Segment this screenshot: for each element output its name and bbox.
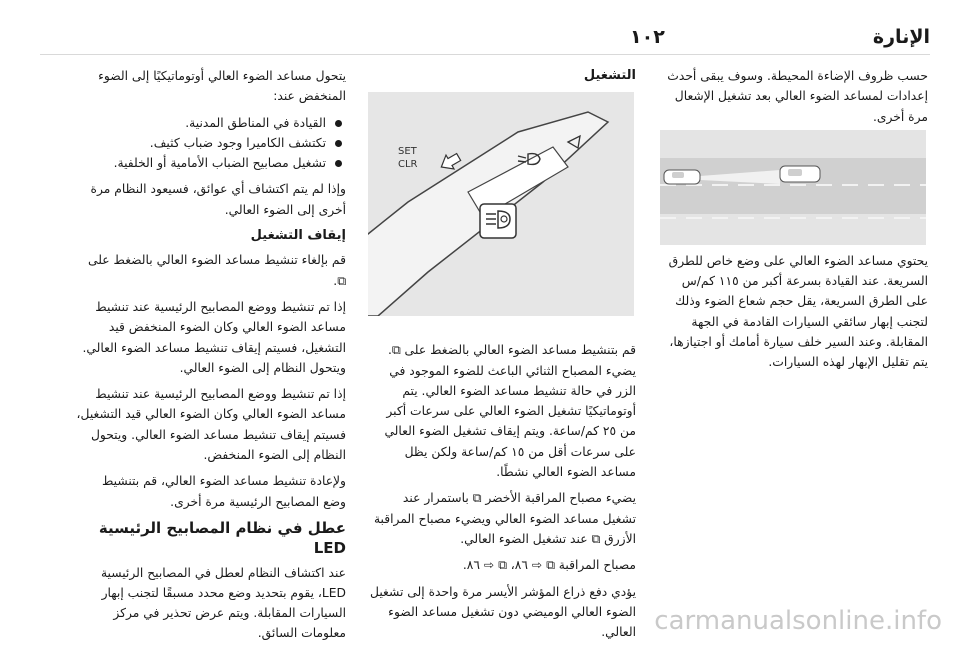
set-label: SET — [398, 146, 417, 157]
right-para-bottom: يحتوي مساعد الضوء العالي على وضع خاص للطرق السريعة. عند القيادة بسرعة أكبر من ١١٥ كم/س على الطرق السريعة، يقل حجم شعاع الضوء وذلك لتجنب إبهار سائقي السيارات القادمة في الجهة المقابلة. وعند السير خلف سيارة أمامك أو اجتيازها، يتم تقليل الإبهار لهذه السيارات. — [668, 253, 928, 370]
middle-para-4: يؤدي دفع ذراع المؤشر الأيسر مرة واحدة إلى تشغيل الضوء العالي الوميضي دون تشغيل مساعد الضوء العالي. — [370, 584, 636, 640]
deactivation-heading: إيقاف التشغيل — [250, 228, 346, 244]
left-intro: يتحول مساعد الضوء العالي أوتوماتيكيًا إلى الضوء المنخفض عند: — [98, 69, 346, 104]
page-title: الإنارة — [872, 26, 930, 48]
left-para-no-detect: وإذا لم يتم اكتشاف أي عوائق، فسيعود النظام مرة أخرى إلى الضوء العالي. — [90, 182, 346, 217]
front-car-icon — [780, 166, 820, 182]
clr-label: CLR — [398, 159, 418, 170]
high-beam-assist-button[interactable] — [480, 204, 516, 238]
list-item: تشغيل مصابيح الضباب الأمامية أو الخلفية. — [76, 153, 346, 173]
left-para-led: عند اكتشاف النظام لعطل في المصابيح الرئيسية LED، يقوم بتحديد وضع محدد مسبقًا لتجنب إبهار السيارات المقابلة. ويتم عرض تحذير في مركز معلومات السائق. — [100, 565, 346, 641]
left-column — [76, 66, 346, 650]
conditions-list — [76, 113, 346, 174]
page-number: ١٠٢ — [630, 26, 665, 48]
led-fault-heading: عطل في نظام المصابيح الرئيسية LED — [98, 518, 346, 558]
left-para-rear: إذا تم تنشيط ووضع المصابيح الرئيسية عند تنشيط مساعد الضوء العالي وكان الضوء العالي قيد التشغيل، فسيتم إيقاف تنشيط مساعد الضوء العالي. ويتحول النظام إلى الضوء المنخفض. — [76, 387, 346, 463]
highway-graphic — [660, 130, 926, 245]
list-item: القيادة في المناطق المدنية. — [76, 113, 346, 133]
left-para-deactivate: قم بإلغاء تنشيط مساعد الضوء العالي بالضغط على ⧉. — [87, 253, 346, 288]
left-para-reactivate: ولإعادة تنشيط مساعد الضوء العالي، قم بتنشيط وضع المصابيح الرئيسية مرة أخرى. — [101, 474, 346, 509]
page-header — [630, 24, 930, 50]
stalk-illustration — [368, 92, 634, 316]
highway-illustration — [660, 130, 926, 245]
list-item: تكتشف الكاميرا وجود ضباب كثيف. — [76, 133, 346, 153]
middle-para-1: قم بتنشيط مساعد الضوء العالي بالضغط على ⧉. يضيء المصباح الثنائي الباعث للضوء الموجود في الزر في حالة تنشيط مساعد الضوء العالي. يتم أوتوماتيكيًا تشغيل الضوء العالي على سرعات أكبر من ٢٥ كم/ساعة. ويتم إيقاف تشغيل الضوء العالي على سرعات أقل من ١٥ كم/ساعة ولكن يظل مساعد الضوء العالي نشطًا. — [384, 343, 636, 480]
stalk-graphic — [368, 92, 634, 316]
own-car-icon — [664, 170, 700, 184]
header-divider — [40, 54, 930, 55]
middle-para-3: مصباح المراقبة ⧉ ⇨ ٨٦، ⧉ ⇨ ٨٦. — [462, 558, 636, 573]
middle-para-2: يضيء مصباح المراقبة الأخضر ⧉ باستمرار عند تشغيل مساعد الضوء العالي ويضيء مصباح المراقبة الأزرق ⧉ عند تشغيل الضوء العالي. — [373, 491, 636, 546]
right-para-top: حسب ظروف الإضاءة المحيطة. وسوف يبقى أحدث إعدادات لمساعد الضوء العالي بعد تشغيل الإشعال مرة أخرى. — [667, 69, 928, 124]
watermark: carmanualsonline.info — [654, 606, 942, 636]
left-para-front: إذا تم تنشيط ووضع المصابيح الرئيسية عند تنشيط مساعد الضوء العالي وكان الضوء المنخفض قيد التشغيل، فسيتم إيقاف تنشيط مساعد الضوء العالي. ويتحول النظام إلى الضوء العالي. — [82, 299, 346, 375]
operation-heading: التشغيل — [583, 68, 636, 83]
